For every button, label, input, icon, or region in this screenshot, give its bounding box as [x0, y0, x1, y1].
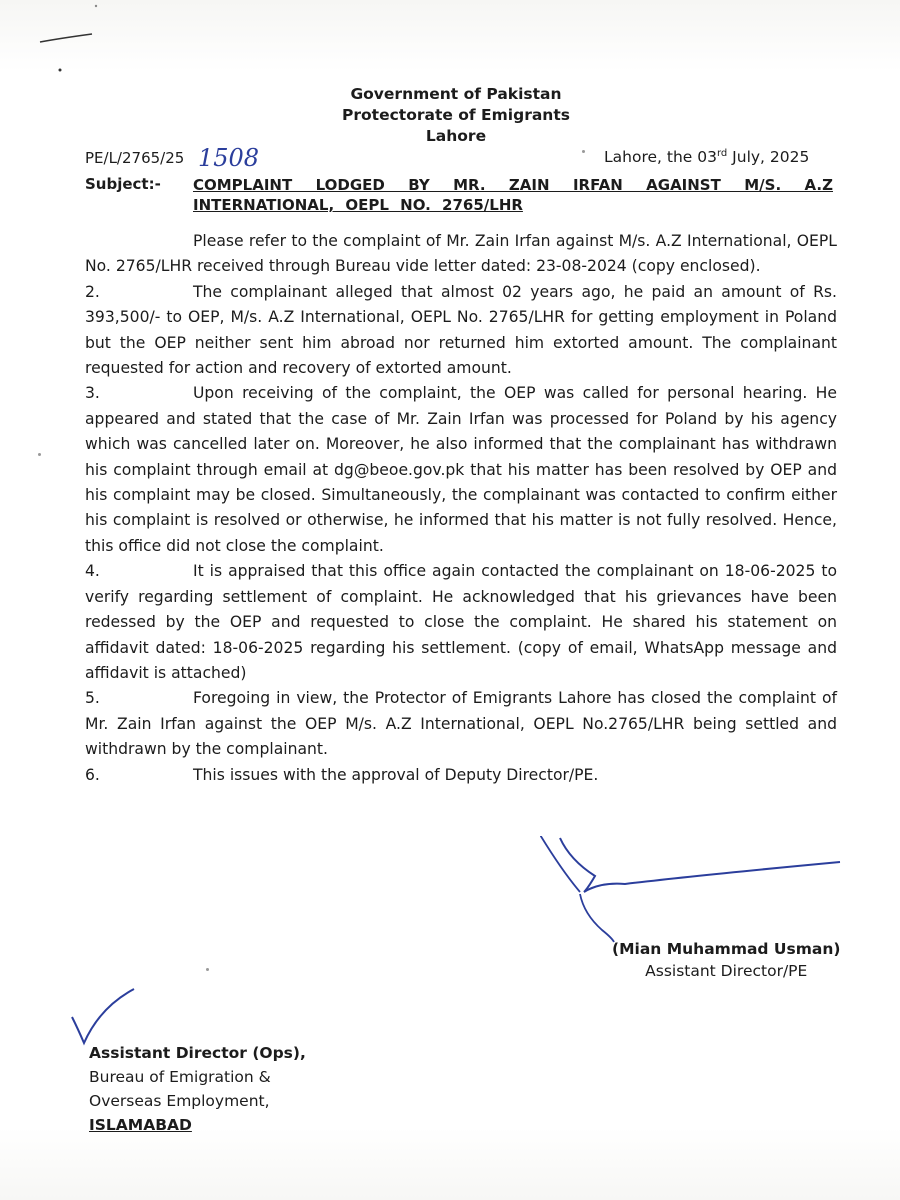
paragraph-1 [85, 229, 837, 280]
signatory-block [612, 938, 840, 982]
paragraph-4-number: 4. [85, 562, 100, 581]
signature-icon [540, 836, 870, 951]
paragraph-2-text: The complainant alleged that almost 02 years ago, he paid an amount of Rs. 393,500/- to OEP, M/s. A.Z International, OEPL No. 2765/LHR for getting employment in Poland but the OEP neither sent him abroad nor returned him extorted amount. The complainant requested for action and recovery of extorted amount. [85, 282, 837, 378]
reference-number: PE/L/2765/25 [85, 149, 185, 167]
paragraph-3-text: Upon receiving of the complaint, the OEP was called for personal hearing. He appeared and stated that the case of Mr. Zain Irfan was processed for Poland by his agency which was cancelled later on. Moreover, he also informed that the complainant has withdrawn his complaint through email at dg@beoe.gov.pk that his matter has been resolved by OEP and his complaint may be closed. Simultaneously, the complainant was contacted to confirm either his complaint is resolved or otherwise, he informed that his matter is not fully resolved. Hence, this office did not close the complaint. [85, 384, 837, 555]
paragraph-4 [85, 559, 837, 686]
paper-speck [582, 150, 585, 153]
subject-text: COMPLAINT LODGED BY MR. ZAIN IRFAN AGAINST M/S. A.Z INTERNATIONAL, OEPL NO. 2765/LHR [193, 176, 833, 214]
pen-mark-top [0, 0, 120, 80]
letter-body [85, 229, 837, 788]
letterhead-line-3: Lahore [425, 127, 487, 145]
paragraph-2-number: 2. [85, 282, 100, 301]
letterhead-line-1: Government of Pakistan [350, 85, 562, 103]
addressee-city: ISLAMABAD [89, 1116, 192, 1134]
handwritten-diary-number-text: 1508 [198, 144, 260, 172]
letter-date [604, 148, 809, 166]
addressee-line-3: Overseas Employment, [89, 1092, 270, 1110]
paragraph-5-text: Foregoing in view, the Protector of Emigrants Lahore has closed the complaint of Mr. Zain Irfan against the OEP M/s. A.Z International, OEPL No.2765/LHR being settled and withdrawn by the complainant. [85, 689, 837, 759]
paper-speck [206, 968, 209, 971]
paragraph-1-text: Please refer to the complaint of Mr. Zain Irfan against M/s. A.Z International, OEPL No. 2765/LHR received through Bureau vide letter dated: 23-08-2024 (copy enclosed). [85, 232, 837, 276]
paragraph-3-number: 3. [85, 384, 100, 403]
date-prefix: Lahore, the 03 [604, 148, 717, 167]
paragraph-4-text: It is appraised that this office again contacted the complainant on 18-06-2025 to verify regarding settlement of complaint. He acknowledged that his grievances have been redessed by the OEP and requested to close the complaint. He shared his statement on affidavit dated: 18-06-2025 regarding his settlement. (copy of email, WhatsApp message and affidavit is attached) [85, 562, 837, 682]
signatory-name: (Mian Muhammad Usman) [612, 940, 841, 958]
paragraph-3 [85, 381, 837, 559]
paragraph-2 [85, 280, 837, 382]
paragraph-5-number: 5. [85, 689, 100, 708]
addressee-block [89, 1041, 306, 1137]
paragraph-5 [85, 686, 837, 762]
letterhead-line-2: Protectorate of Emigrants [342, 106, 570, 124]
paragraph-6-number: 6. [85, 765, 100, 784]
addressee-line-2: Bureau of Emigration & [89, 1068, 271, 1086]
date-rest: July, 2025 [727, 148, 810, 167]
paragraph-6-text: This issues with the approval of Deputy Director/PE. [193, 765, 599, 784]
paragraph-6 [85, 763, 837, 788]
paper-speck [38, 453, 41, 456]
signatory-designation: Assistant Director/PE [645, 962, 808, 980]
letterhead [0, 84, 900, 147]
handwritten-diary-number [196, 134, 276, 174]
addressee-line-1: Assistant Director (Ops), [89, 1044, 306, 1062]
subject-label: Subject:- [85, 175, 161, 193]
date-suffix: rd [716, 148, 728, 159]
